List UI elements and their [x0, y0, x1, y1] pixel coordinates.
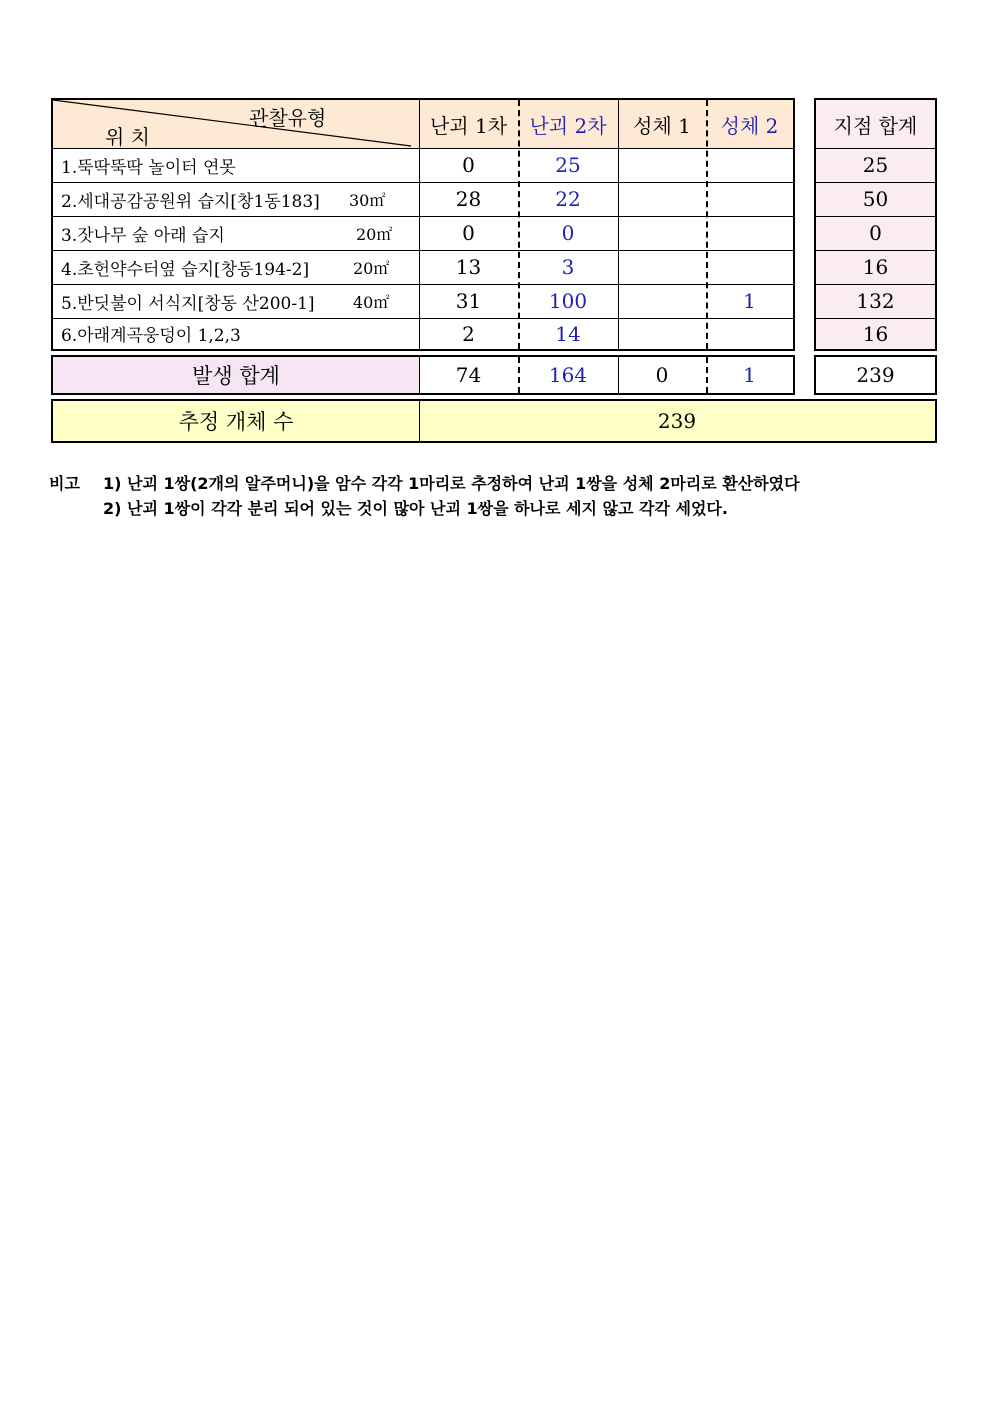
row-3-c4 [706, 216, 793, 250]
sum-c1: 74 [455, 363, 482, 387]
row-4-c2: 3 [561, 255, 575, 279]
col-header-egg2: 난괴 2차 [529, 113, 607, 138]
row-3-c2: 0 [561, 221, 575, 245]
estimate-label: 추정 개체 수 [178, 410, 294, 434]
row-6-location: 6.아래계곡웅덩이 1,2,3 [61, 326, 241, 346]
sum-total: 239 [856, 363, 895, 387]
site-total-header: 지점 합계 [833, 113, 918, 138]
estimate-value: 239 [657, 409, 697, 433]
row-2-c4 [706, 182, 793, 216]
col-header-egg1: 난괴 1차 [429, 113, 508, 138]
row-4-location: 4.초헌약수터옆 습지[창동194-2] [61, 259, 310, 280]
sum-label: 발생 합계 [53, 357, 419, 393]
row-1-c4 [706, 148, 793, 182]
row-5-location: 5.반딧불이 서식지[창동 산200-1] [61, 293, 315, 314]
notes-line-1: 1) 난괴 1쌍(2개의 알주머니)을 암수 각각 1마리로 추정하여 난괴 1쌍을 성체 2마리로 환산하였다 [103, 474, 800, 493]
site-total-row-4: 16 [862, 255, 889, 279]
row-3-c1: 0 [462, 221, 475, 245]
row-4-c4 [706, 250, 793, 284]
row-5-c2: 100 [548, 289, 588, 313]
site-total-row-2: 50 [862, 187, 889, 211]
row-3-area: 20㎡ [356, 224, 393, 244]
row-2-c3 [618, 182, 706, 216]
sum-c2: 164 [548, 363, 588, 387]
estimate-row [51, 399, 937, 443]
sum-row [51, 355, 795, 395]
sum-c3: 0 [655, 363, 669, 387]
row-2-location: 2.세대공감공원위 습지[창1동183] [61, 191, 320, 212]
row-2-area: 30㎡ [349, 190, 386, 210]
row-4-c3 [618, 250, 706, 284]
notes-line-2: 2) 난괴 1쌍이 각각 분리 되어 있는 것이 많아 난괴 1쌍을 하나로 세지 않고 각각 세었다. [103, 499, 728, 518]
col-header-adult2: 성체 2 [720, 113, 779, 138]
site-total-row-3: 0 [869, 221, 882, 245]
site-total-row-1: 25 [862, 153, 889, 177]
row-4-c1: 13 [455, 255, 482, 279]
row-3-location: 3.잣나무 숲 아래 습지 [61, 225, 225, 246]
corner-top-label: 관찰유형 [249, 106, 327, 130]
site-total-table [814, 98, 937, 351]
row-5-c1: 31 [455, 289, 482, 313]
row-6-c3 [618, 318, 706, 349]
row-5-area: 40㎡ [353, 292, 390, 312]
row-3-c3 [618, 216, 706, 250]
row-2-c1: 28 [455, 187, 482, 211]
site-total-row-5: 132 [856, 289, 895, 313]
sum-total-box [814, 355, 937, 395]
row-2-c2: 22 [555, 187, 581, 211]
site-total-row-6: 16 [862, 321, 889, 346]
row-1-c1: 0 [462, 153, 475, 177]
row-1-location: 1.뚝딱뚝딱 놀이터 연못 [61, 157, 236, 178]
sum-c4: 1 [743, 363, 756, 387]
row-1-c3 [618, 148, 706, 182]
row-5-c3 [618, 284, 706, 318]
col-header-adult1: 성체 1 [633, 113, 691, 138]
row-6-c1: 2 [462, 321, 475, 346]
row-5-c4: 1 [743, 289, 756, 313]
row-1-c2: 25 [555, 153, 581, 177]
row-6-c2: 14 [555, 321, 581, 346]
row-6-c4 [706, 318, 793, 349]
row-4-area: 20㎡ [353, 258, 390, 278]
corner-bottom-label: 위 치 [105, 125, 150, 149]
notes-label: 비고 [49, 474, 80, 493]
main-table [51, 98, 795, 351]
